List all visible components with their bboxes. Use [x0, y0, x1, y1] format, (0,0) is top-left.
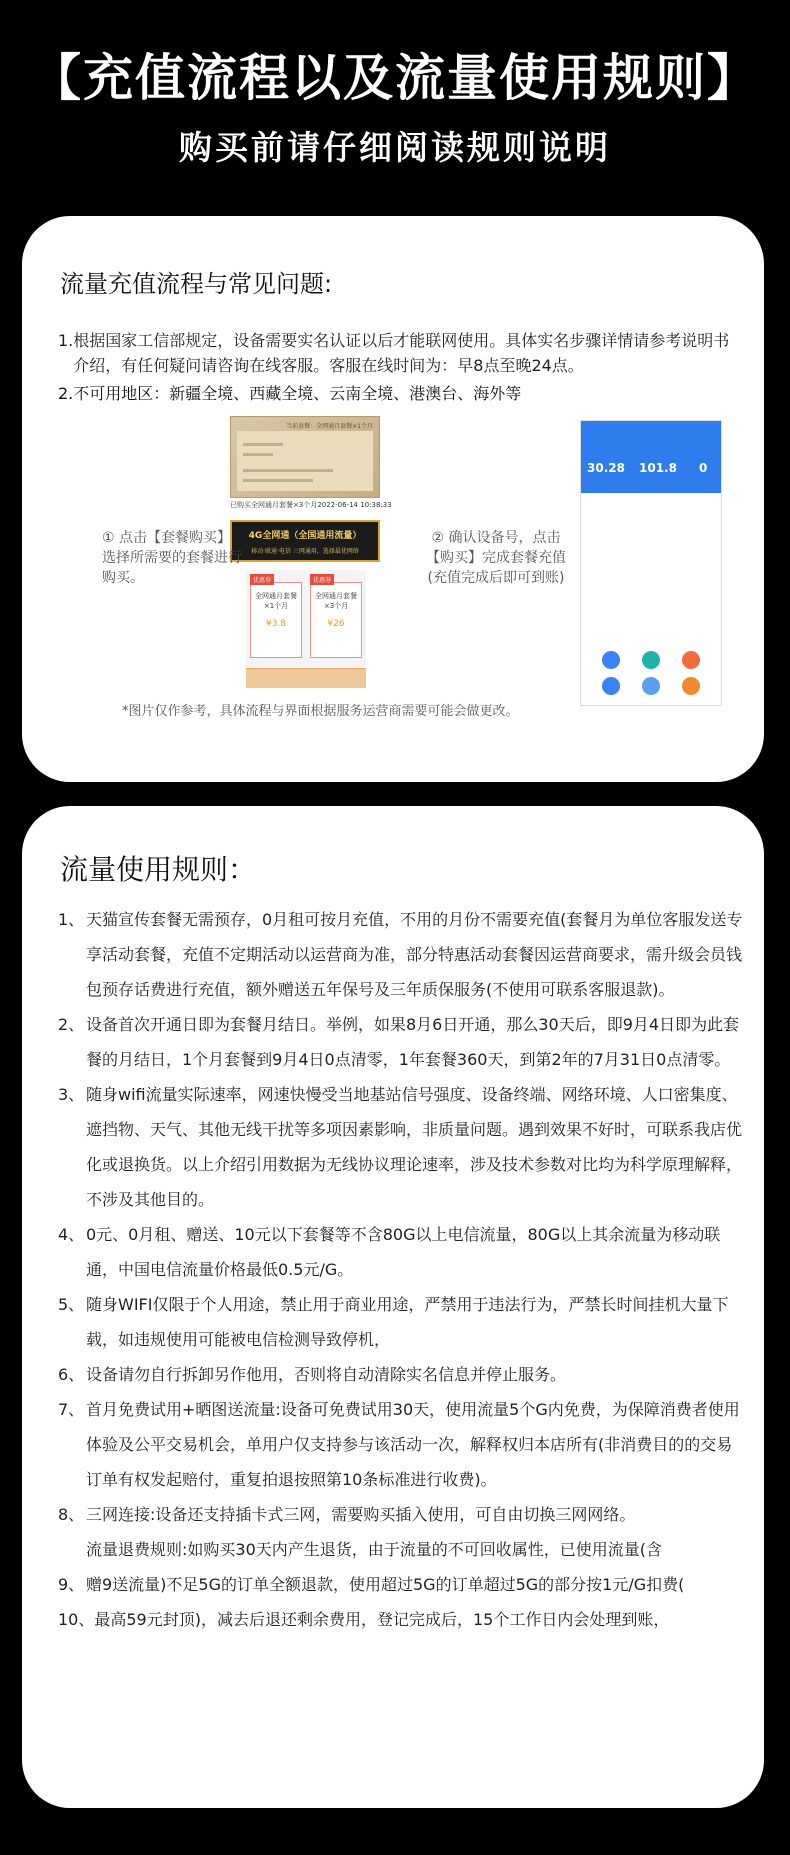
unavailable-regions: 2.不可用地区：新疆全境、西藏全境、云南全境、港澳台、海外等: [58, 384, 522, 403]
package-price: ¥26: [327, 619, 345, 629]
page-title: 【充值流程以及流量使用规则】: [31, 49, 759, 107]
recharge-paragraph-1: [58, 328, 738, 378]
rule-item: 4、 0元、0月租、赠送、10元以下套餐等不含80G以上电信流量，80G以上其余流量为移动联通，中国电信流量价格最低0.5元/G。: [58, 1225, 721, 1279]
recharge-section-title: 流量充值流程与常见问题:: [60, 270, 333, 298]
disclaimer-note: *图片仅作参考，具体流程与界面根据服务运营商需要可能会做更改。: [122, 704, 519, 719]
rules-list: [58, 902, 748, 1637]
device-screenshot: [580, 420, 722, 706]
order-tag: 当前套餐：全网通月套餐×1个月: [286, 423, 373, 430]
banner-title: 4G全网通（全国通用流量）: [248, 531, 362, 541]
paragraph-text: 根据国家工信部规定，设备需要实名认证以后才能联网使用。具体实名步骤详情请参考说明书介绍，有任何疑问请咨询在线客服。客服在线时间为：早8点至晚24点。: [73, 331, 730, 375]
package-name: 全网通月套餐×1个月: [255, 592, 297, 610]
rule-item: 9、 赠9送流量)不足5G的订单全额退款，使用超过5G的订单超过5G的部分按1元/G扣费(: [58, 1575, 685, 1594]
step-one: ① 点击【套餐购买】选择所需要的套餐进行购买。: [102, 530, 242, 586]
banner-screenshot: [230, 520, 380, 562]
device-stats-header: [581, 421, 721, 493]
rule-item: 8、 三网连接:设备还支持插卡式三网，需要购买插入使用，可自由切换三网网络。: [58, 1505, 636, 1524]
rule-item: 2、 设备首次开通日即为套餐月结日。举例，如果8月6日开通，那么30天后，即9月4日即为此套餐的月结日，1个月套餐到9月4日0点清零，1年套餐360天，到第2年的7月31日0点清零。: [58, 1015, 740, 1069]
activation-record: 已购买全网通月套餐×3个月2022-06-14 10:38:33: [230, 501, 392, 509]
package-price: ¥3.8: [265, 619, 287, 629]
rule-item: 5、 随身WIFI仅限于个人用途，禁止用于商业用途，严禁用于违法行为，严禁长时间挂机大量下载，如违规使用可能被电信检测导致停机，: [58, 1295, 729, 1349]
package-card: 优惠券 全网通月套餐×1个月 ¥3.8: [250, 582, 302, 658]
buy-bar: [246, 668, 366, 688]
banner-subtitle: 移动·联通·电信 三网通用，选择最优网络: [251, 548, 359, 555]
rule-item: 流量退费规则:如购买30天内产生退货，由于流量的不可回收属性，已使用流量(含: [86, 1540, 662, 1559]
usage-section-title: 流量使用规则：: [60, 853, 257, 886]
rule-item: 10、 最高59元封顶)，减去后退还剩余费用，登记完成后，15个工作日内会处理到账，: [58, 1610, 670, 1629]
step-two: ② 确认设备号，点击【购买】完成套餐充值(充值完成后即可到账): [426, 530, 566, 586]
rule-item: 1、 天猫宣传套餐无需预存，0月租可按月充值，不用的月份不需要充值(套餐月为单位客服发送专享活动套餐，充值不定期活动以运营商为准，部分特惠活动套餐因运营商要求，需升级会员钱包预存话费进行充值，额外赠送五年保号及三年质保服务(不使用可联系客服退款)。: [58, 910, 743, 999]
usage-rules-card: [22, 806, 764, 1808]
package-card: 优惠券 全网通月套餐×3个月 ¥26: [310, 582, 362, 658]
rule-item: 6、 设备请勿自行拆卸另作他用，否则将自动清除实名信息并停止服务。: [58, 1365, 567, 1384]
stat-value: 0: [699, 461, 708, 475]
package-screenshot: [246, 570, 366, 688]
rule-item: 3、 随身wifi流量实际速率，网速快慢受当地基站信号强度、设备终端、网络环境、人口密集度、遮挡物、天气、其他无线干扰等多项因素影响，非质量问题。遇到效果不好时，可联系我店优化或退换货。以上介绍引用数据为无线协议理论速率，涉及技术参数对比均为科学原理解释，不涉及其他目的。: [58, 1085, 743, 1209]
order-screenshot: [230, 416, 380, 498]
device-menu-grid: [591, 651, 711, 695]
recharge-card: [22, 216, 764, 782]
stat-value: 30.28: [587, 461, 625, 475]
rule-item: 7、 首月免费试用+晒图送流量:设备可免费试用30天，使用流量5个G内免费，为保障消费者使用体验及公平交易机会，单用户仅支持参与该活动一次，解释权归本店所有(非消费目的的交易订单有权发起赔付，重复拍退按照第10条标准进行收费)。: [58, 1400, 740, 1489]
package-name: 全网通月套餐×3个月: [315, 592, 357, 610]
page-subtitle: 购买前请仔细阅读规则说明: [179, 128, 611, 167]
stat-value: 101.8: [639, 461, 677, 475]
paragraph-number: 1.: [58, 331, 74, 350]
